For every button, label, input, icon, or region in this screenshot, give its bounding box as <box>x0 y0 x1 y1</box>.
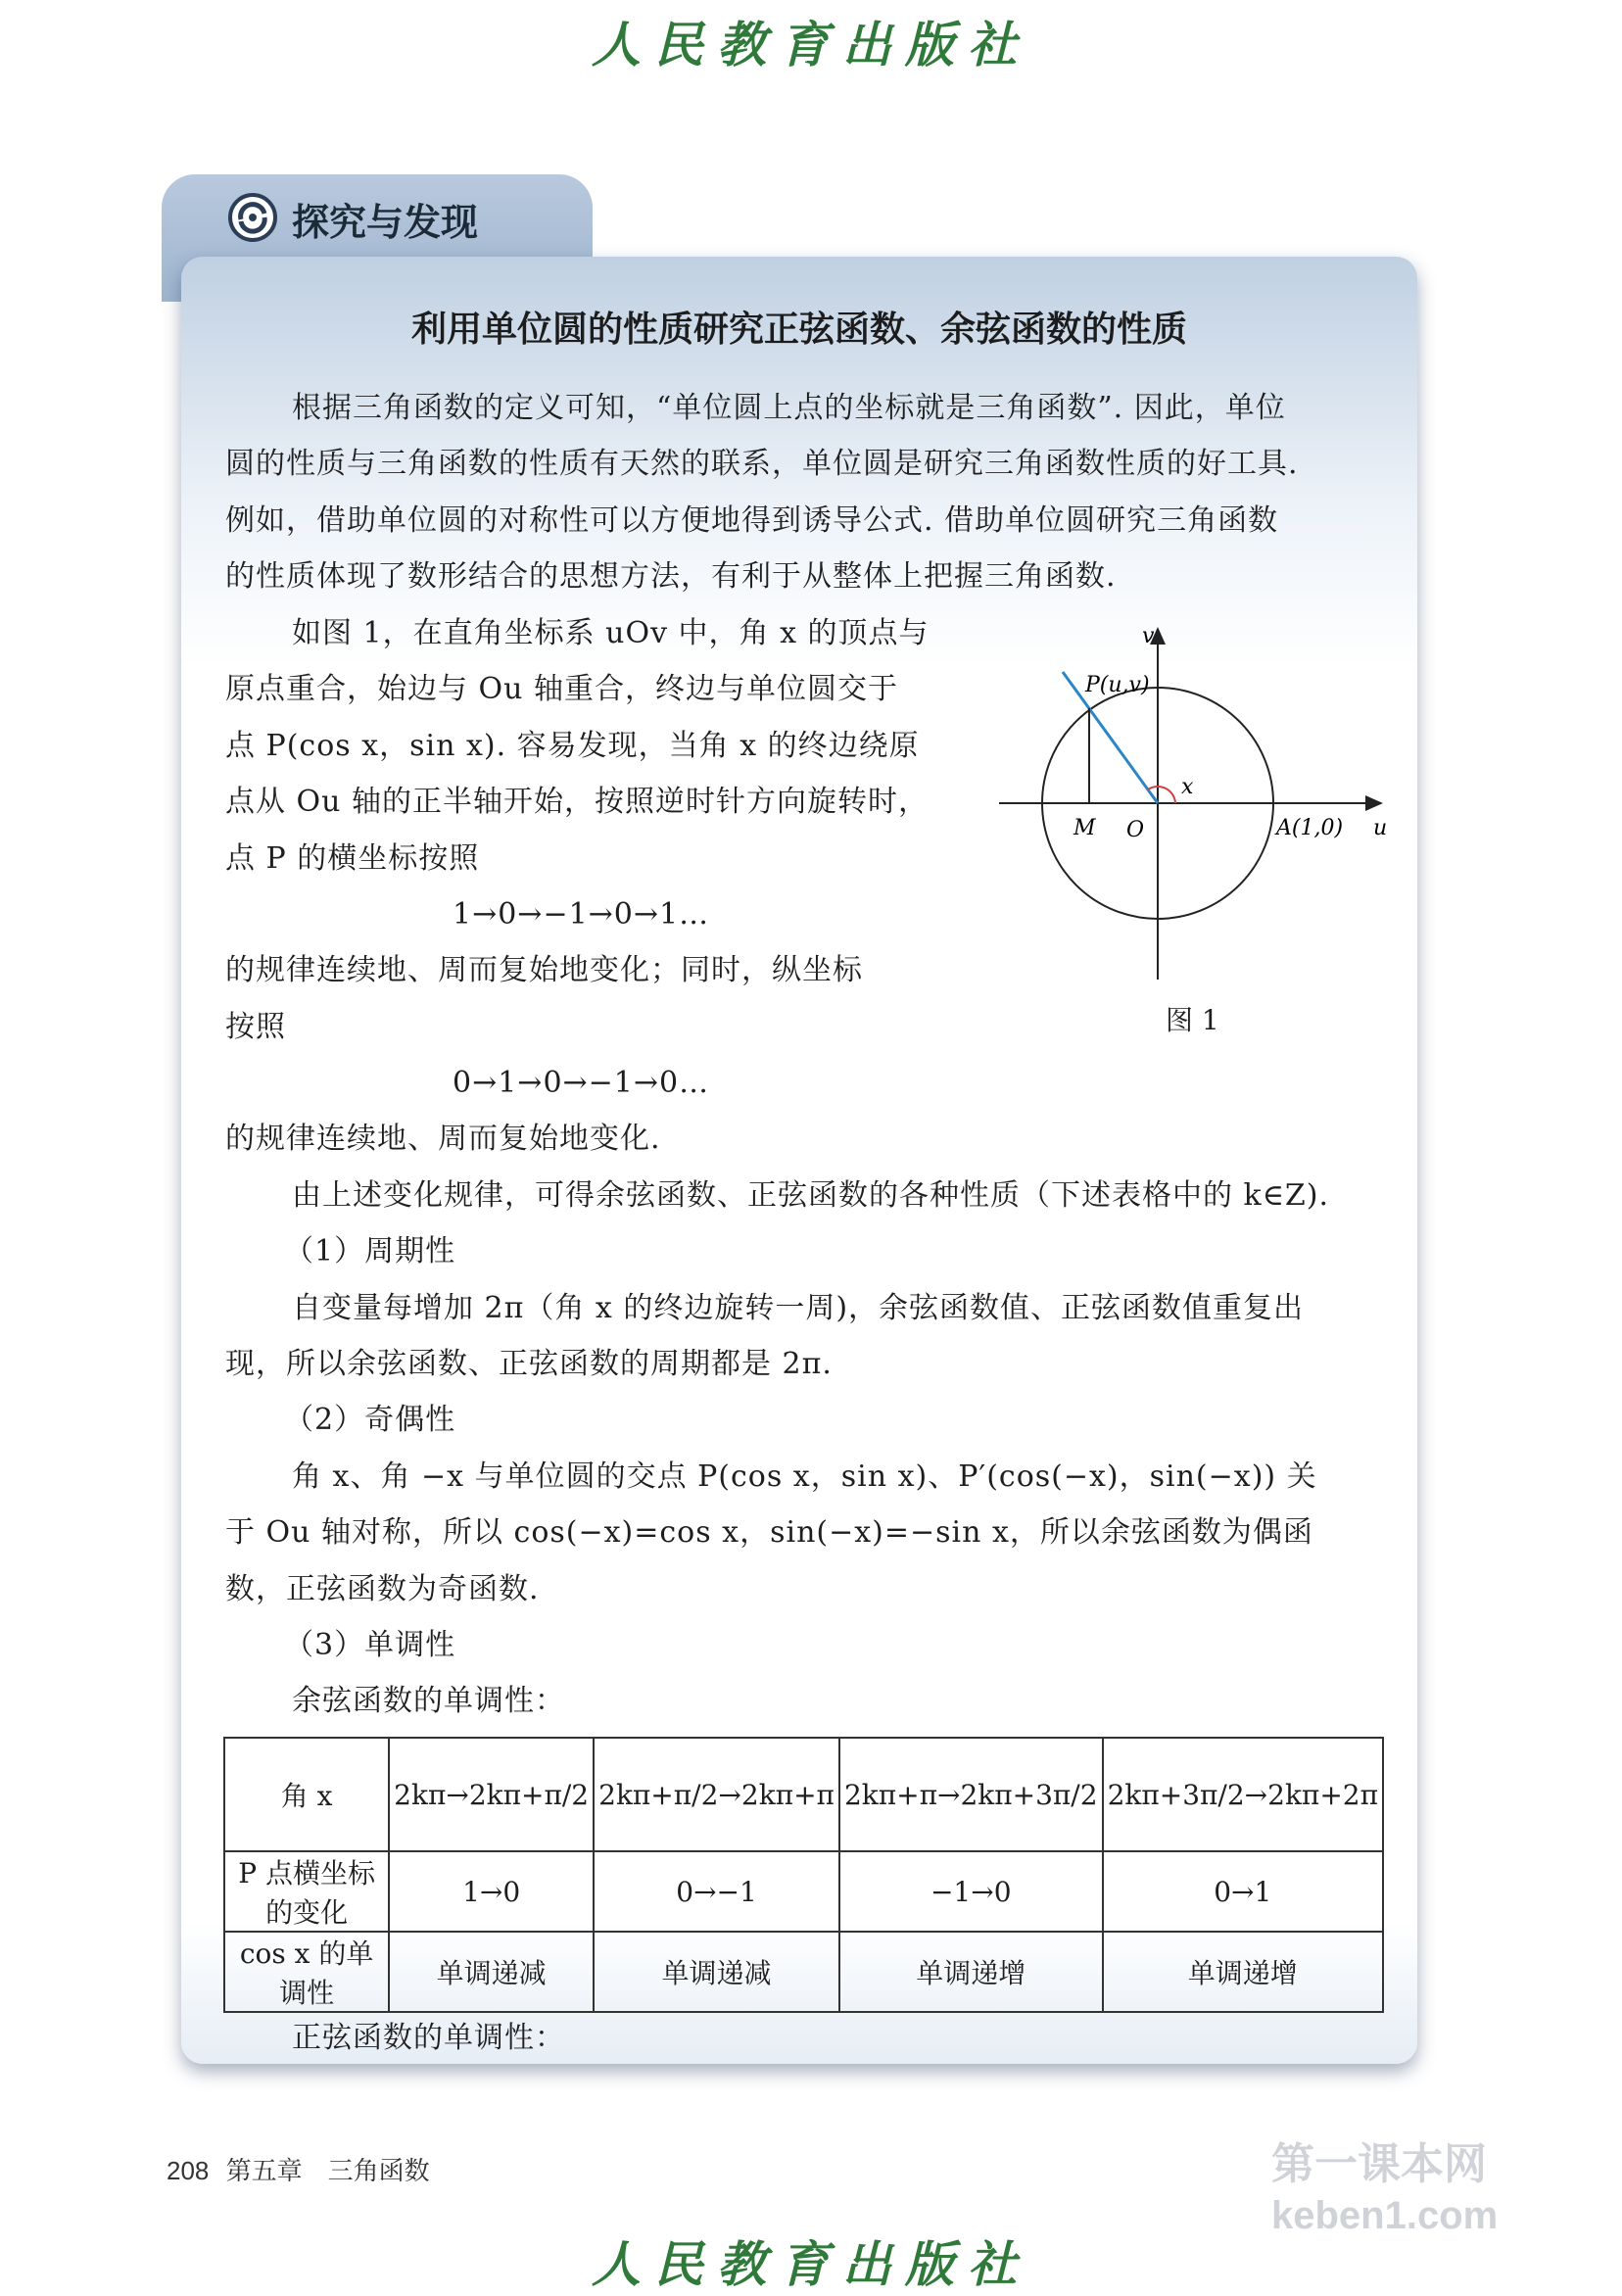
table-row <box>224 1738 1383 1851</box>
table-cell: 0→−1 <box>594 1851 839 1932</box>
text-line: 原点重合，始边与 Ou 轴重合，终边与单位圆交于 <box>225 672 898 706</box>
sequence-cos: 1→0→−1→0→1… <box>453 897 710 932</box>
text-line: 例如，借助单位圆的对称性可以方便地得到诱导公式. 借助单位圆研究三角函数 <box>225 503 1279 538</box>
u-label: u <box>1373 816 1388 840</box>
table-cell: 2kπ+π/2→2kπ+π <box>594 1738 839 1851</box>
table-cell: 单调递减 <box>594 1932 839 2012</box>
cos-monotonicity-table <box>223 1737 1384 2013</box>
table-cell: 2kπ+3π/2→2kπ+2π <box>1103 1738 1383 1851</box>
text-line: 数，正弦函数为奇函数. <box>225 1572 540 1606</box>
text-line: 如图 1，在直角坐标系 uOv 中，角 x 的顶点与 <box>292 616 930 650</box>
sequence-sin: 0→1→0→−1→0… <box>453 1066 710 1100</box>
table-row <box>224 1932 1383 2012</box>
text-line: 角 x、角 −x 与单位圆的交点 P(cos x，sin x)、P′(cos(−x)，sin(−x)) 关 <box>292 1459 1317 1494</box>
point-m-label: M <box>1073 816 1096 840</box>
text-line: 于 Ou 轴对称，所以 cos(−x)=cos x，sin(−x)=−sin x，所以余弦函数为偶函 <box>225 1515 1313 1550</box>
table-row-header: P 点横坐标的变化 <box>224 1851 389 1932</box>
page-footer <box>167 2151 430 2187</box>
text-line: 点 P(cos x，sin x). 容易发现，当角 x 的终边绕原 <box>225 729 920 763</box>
point-a-label: A(1,0) <box>1276 816 1344 840</box>
table-cell: −1→0 <box>839 1851 1103 1932</box>
table-row-header: 角 x <box>224 1738 389 1851</box>
table-cell: 单调递增 <box>839 1932 1103 2012</box>
text-line: 现，所以余弦函数、正弦函数的周期都是 2π. <box>225 1347 833 1381</box>
table-cell: 2kπ+π→2kπ+3π/2 <box>839 1738 1103 1851</box>
text-line: 正弦函数的单调性： <box>292 2021 565 2055</box>
figure-caption: 图 1 <box>1166 1004 1219 1036</box>
heading-monotonicity: （3）单调性 <box>284 1628 456 1662</box>
box-title: 利用单位圆的性质研究正弦函数、余弦函数的性质 <box>410 310 1187 350</box>
heading-periodicity: （1）周期性 <box>284 1234 456 1268</box>
table-row-header: cos x 的单调性 <box>224 1932 389 2012</box>
text-line: 点 P 的横坐标按照 <box>225 841 480 876</box>
heading-parity: （2）奇偶性 <box>284 1403 456 1437</box>
text-line: 的规律连续地、周而复始地变化；同时，纵坐标 <box>225 953 863 987</box>
explore-icon <box>227 192 278 243</box>
table-cell: 1→0 <box>389 1851 594 1932</box>
text-line: 余弦函数的单调性： <box>292 1684 565 1718</box>
page-number: 208 <box>167 2156 210 2185</box>
watermark-line: keben1.com <box>1271 2194 1499 2237</box>
section-tab-title: 探究与发现 <box>292 201 479 244</box>
table-row <box>224 1851 1383 1932</box>
publisher-logo-bottom: 人民教育出版社 <box>592 2235 1030 2293</box>
text-line: 自变量每增加 2π（角 x 的终边旋转一周)，余弦函数值、正弦函数值重复出 <box>292 1291 1305 1325</box>
text-line: 根据三角函数的定义可知，“单位圆上点的坐标就是三角函数”. 因此，单位 <box>292 391 1286 425</box>
table-cell: 单调递增 <box>1103 1932 1383 2012</box>
text-line: 点从 Ou 轴的正半轴开始，按照逆时针方向旋转时， <box>225 785 929 819</box>
origin-label: O <box>1126 818 1145 842</box>
watermark-line: 第一课本网 <box>1271 2140 1487 2188</box>
text-line: 的规律连续地、周而复始地变化. <box>225 1122 661 1156</box>
table-cell: 0→1 <box>1103 1851 1383 1932</box>
v-label: v <box>1142 624 1155 648</box>
text-line: 由上述变化规律，可得余弦函数、正弦函数的各种性质（下述表格中的 k∈Z). <box>292 1178 1330 1213</box>
publisher-logo-top: 人民教育出版社 <box>592 16 1030 73</box>
angle-x-label: x <box>1181 775 1194 799</box>
text-line: 圆的性质与三角函数的性质有天然的联系，单位圆是研究三角函数性质的好工具. <box>225 447 1299 481</box>
chapter-label: 第五章 三角函数 <box>225 2156 430 2185</box>
unit-circle-figure <box>989 617 1401 1009</box>
table-cell: 单调递减 <box>389 1932 594 2012</box>
text-line: 按照 <box>225 1010 286 1044</box>
table-cell: 2kπ→2kπ+π/2 <box>389 1738 594 1851</box>
text-line: 的性质体现了数形结合的思想方法，有利于从整体上把握三角函数. <box>225 559 1117 594</box>
point-p-label: P(u,v) <box>1085 673 1150 697</box>
